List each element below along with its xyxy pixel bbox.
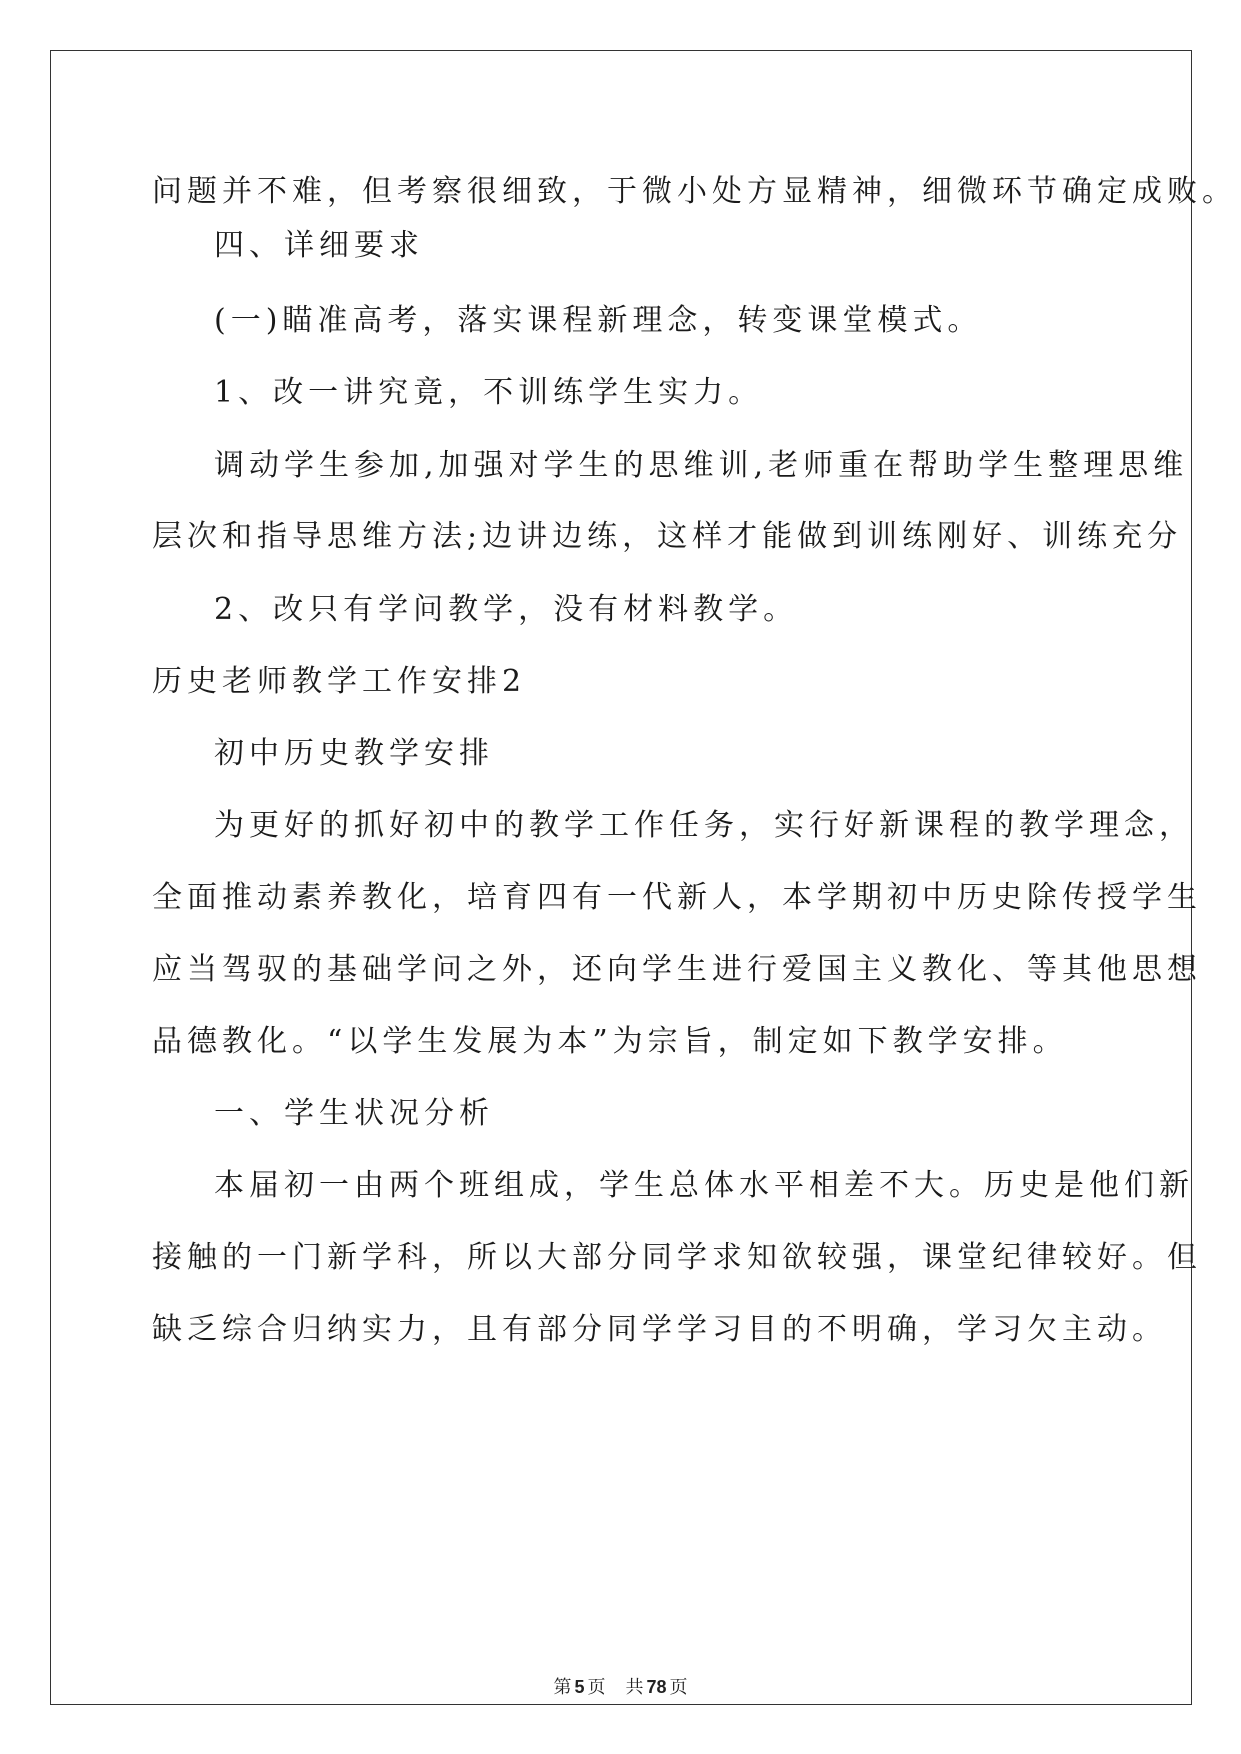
section-heading: 四、详细要求 [214,228,424,263]
page-suffix: 页 [587,1677,606,1698]
section-heading: 初中历史教学安排 [214,736,494,771]
page-footer [0,1675,1241,1700]
text-line: 问题并不难，但考察很细致，于微小处方显精神，细微环节确定成败。 [152,174,1237,209]
text-line: 本届初一由两个班组成，学生总体水平相差不大。历史是他们新 [214,1168,1194,1203]
text-line: 全面推动素养教化，培育四有一代新人，本学期初中历史除传授学生 [152,880,1202,915]
total-suffix: 页 [669,1677,688,1698]
text-line: 应当驾驭的基础学问之外，还向学生进行爱国主义教化、等其他思想 [152,952,1202,987]
subsection-heading: (一)瞄准高考，落实课程新理念，转变课堂模式。 [214,303,983,338]
total-prefix: 共 [625,1677,644,1698]
text-line: 层次和指导思维方法;边讲边练，这样才能做到训练刚好、训练充分 [152,519,1183,554]
text-line: 调动学生参加,加强对学生的思维训,老师重在帮助学生整理思维 [214,448,1189,483]
document-title: 历史老师教学工作安排2 [152,664,527,699]
page-number: 5 [574,1677,585,1697]
text-line: 为更好的抓好初中的教学工作任务，实行好新课程的教学理念， [214,808,1194,843]
page-prefix: 第 [553,1677,572,1698]
section-heading: 一、学生状况分析 [214,1096,494,1131]
text-line: 接触的一门新学科，所以大部分同学求知欲较强，课堂纪律较好。但 [152,1240,1202,1275]
text-line: 缺乏综合归纳实力，且有部分同学学习目的不明确，学习欠主动。 [152,1312,1167,1347]
document-body [152,0,1237,1600]
total-pages: 78 [646,1677,667,1697]
text-line: 品德教化。“以学生发展为本”为宗旨，制定如下教学安排。 [152,1024,1068,1059]
list-item: 1、改一讲究竟，不训练学生实力。 [214,375,764,410]
list-item: 2、改只有学问教学，没有材料教学。 [214,592,799,627]
